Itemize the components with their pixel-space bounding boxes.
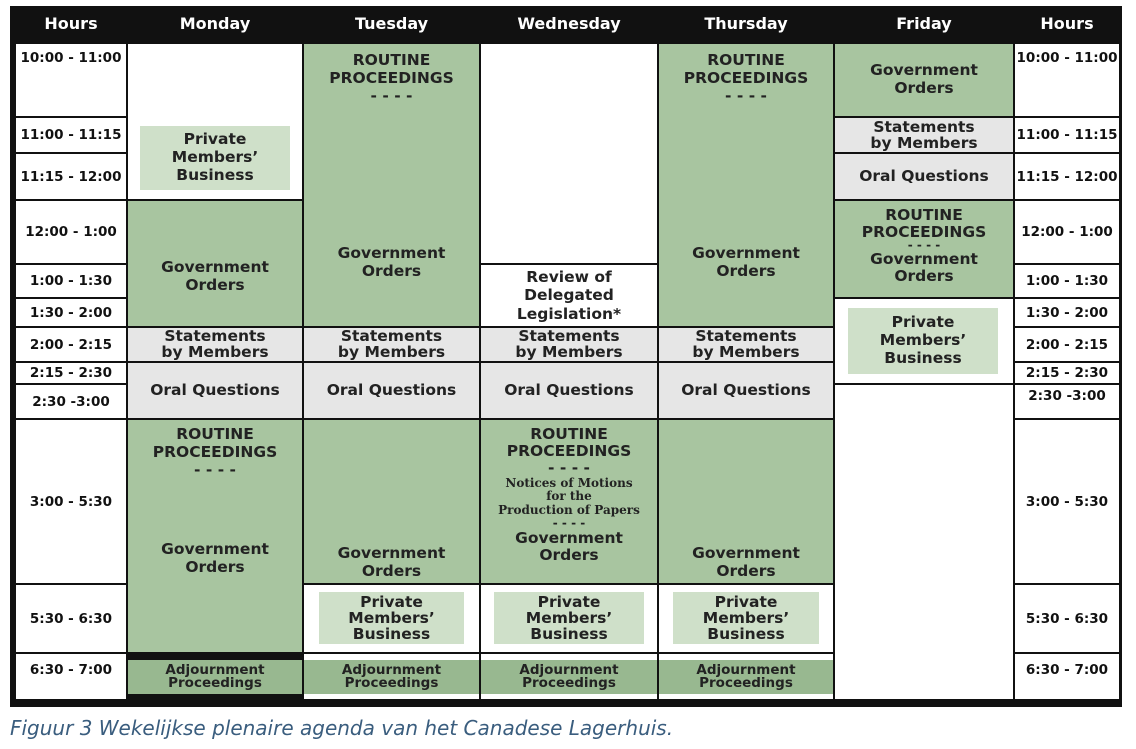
label-business: Business <box>707 625 785 644</box>
label-orders: Orders <box>894 266 954 285</box>
label-business: Business <box>352 625 431 644</box>
label-orders: Orders <box>185 275 245 294</box>
label-adjournment: Adjournment <box>341 661 442 678</box>
label-members: Members’ <box>171 148 259 167</box>
hour-cell: 2:30 -3:00 <box>1015 385 1119 418</box>
label-delegated: Delegated <box>524 286 614 305</box>
label-members: Members’ <box>348 608 435 627</box>
label-government: Government <box>870 249 978 268</box>
tuesday-adjournment-proceedings <box>304 660 479 694</box>
label-review-of: Review of <box>526 267 612 286</box>
monday-routine-government-orders <box>128 420 302 652</box>
hour-cell: 1:00 - 1:30 <box>16 265 126 297</box>
hour-cell: 5:30 - 6:30 <box>16 585 126 652</box>
label-government: Government <box>870 61 978 80</box>
friday-oral-questions <box>835 154 1013 199</box>
tuesday-private-members-business <box>319 592 464 644</box>
label-dashes: - - - - <box>370 86 413 105</box>
label-statements: Statements <box>518 327 620 345</box>
header-hours-left: Hours <box>16 10 126 36</box>
label-statements: Statements <box>164 327 266 345</box>
label-production-of-papers: Production of Papers <box>498 502 640 517</box>
header-hours-right: Hours <box>1015 10 1119 36</box>
wednesday-private-members-business <box>494 592 644 644</box>
label-oral-questions: Oral Questions <box>681 380 811 399</box>
label-routine: ROUTINE <box>176 425 254 443</box>
figure-caption: Figuur 3 Wekelijkse plenaire agenda van het Canadese Lagerhuis. <box>10 716 674 740</box>
label-proceedings: PROCEEDINGS <box>683 68 809 87</box>
label-dashes: - - - - <box>552 515 586 530</box>
hour-cell: 11:00 - 11:15 <box>1015 118 1119 152</box>
hour-cell: 3:00 - 5:30 <box>16 420 126 583</box>
label-private: Private <box>537 592 601 611</box>
friday-government-orders-morning <box>835 44 1013 116</box>
label-business: Business <box>176 165 254 184</box>
hour-cell: 2:00 - 2:15 <box>1015 328 1119 361</box>
hour-cell: 2:15 - 2:30 <box>16 363 126 383</box>
hour-cell: 6:30 - 7:00 <box>1015 654 1119 699</box>
label-oral-questions: Oral Questions <box>504 380 634 399</box>
label-dashes: - - - - <box>907 238 941 253</box>
label-statements: Statements <box>873 117 975 136</box>
friday-routine-government-orders <box>835 201 1013 297</box>
monday-government-orders <box>128 201 302 326</box>
wednesday-morning-cell <box>481 44 657 263</box>
wednesday-oral-questions <box>481 363 657 418</box>
monday-statements-by-members <box>128 328 302 361</box>
wednesday-statements-by-members <box>481 328 657 361</box>
hour-cell: 11:15 - 12:00 <box>16 154 126 199</box>
label-business: Business <box>530 625 608 644</box>
label-proceedings: PROCEEDINGS <box>329 68 454 87</box>
label-adjournment: Adjournment <box>165 661 265 678</box>
label-oral-questions: Oral Questions <box>150 380 280 399</box>
label-members: Members’ <box>525 608 613 627</box>
label-private: Private <box>183 130 247 149</box>
tuesday-routine-government-orders <box>304 44 479 326</box>
wednesday-routine-notices-government-orders <box>481 420 657 583</box>
thursday-adjournment-proceedings <box>659 660 833 694</box>
hour-cell: 11:00 - 11:15 <box>16 118 126 152</box>
header-wednesday: Wednesday <box>481 10 657 36</box>
hour-cell: 1:00 - 1:30 <box>1015 265 1119 297</box>
label-business: Business <box>884 348 962 367</box>
label-adjournment: Adjournment <box>696 661 796 678</box>
hour-cell: 3:00 - 5:30 <box>1015 420 1119 583</box>
wednesday-review-delegated-legislation <box>481 265 657 326</box>
label-statements: Statements <box>695 327 797 345</box>
hour-cell: 1:30 - 2:00 <box>16 299 126 326</box>
label-proceedings: PROCEEDINGS <box>506 442 632 461</box>
tuesday-oral-questions <box>304 363 479 418</box>
label-for-the: for the <box>546 489 592 504</box>
label-oral-questions: Oral Questions <box>859 166 989 185</box>
monday-adjournment-proceedings <box>128 660 302 694</box>
hour-cell: 2:15 - 2:30 <box>1015 363 1119 383</box>
label-routine: ROUTINE <box>530 425 608 443</box>
label-proceedings: Proceedings <box>168 675 262 691</box>
tuesday-government-orders <box>304 420 479 583</box>
hour-cell: 12:00 - 1:00 <box>16 201 126 263</box>
header-friday: Friday <box>835 10 1013 36</box>
label-proceedings: PROCEEDINGS <box>861 223 987 242</box>
friday-no-sitting-cell <box>835 385 1013 699</box>
label-government: Government <box>692 244 800 263</box>
header-tuesday: Tuesday <box>304 10 479 36</box>
hour-cell: 10:00 - 11:00 <box>1015 44 1119 116</box>
label-government: Government <box>692 544 800 563</box>
label-legislation: Legislation* <box>516 304 622 323</box>
friday-private-members-business <box>848 308 998 374</box>
label-orders: Orders <box>361 262 422 281</box>
label-orders: Orders <box>185 558 245 577</box>
label-orders: Orders <box>716 262 776 281</box>
label-private: Private <box>360 592 423 611</box>
label-statements: Statements <box>340 327 443 345</box>
hour-cell: 1:30 - 2:00 <box>1015 299 1119 326</box>
hour-cell: 2:00 - 2:15 <box>16 328 126 361</box>
label-by-members: by Members <box>515 342 623 361</box>
monday-private-members-business <box>140 126 290 190</box>
label-private: Private <box>891 313 955 332</box>
label-private: Private <box>714 592 778 611</box>
label-orders: Orders <box>716 562 776 581</box>
label-by-members: by Members <box>161 342 269 361</box>
label-proceedings: Proceedings <box>522 675 616 691</box>
label-routine: ROUTINE <box>885 206 963 224</box>
hour-cell: 2:30 -3:00 <box>16 385 126 418</box>
wednesday-adjournment-proceedings <box>481 660 657 694</box>
label-orders: Orders <box>539 545 599 564</box>
hour-cell: 5:30 - 6:30 <box>1015 585 1119 652</box>
hour-cell: 10:00 - 11:00 <box>16 44 126 116</box>
label-routine: ROUTINE <box>352 51 431 69</box>
thursday-oral-questions <box>659 363 833 418</box>
label-proceedings: Proceedings <box>699 675 793 691</box>
thursday-government-orders <box>659 420 833 583</box>
hour-cell: 12:00 - 1:00 <box>1015 201 1119 263</box>
label-proceedings: PROCEEDINGS <box>152 442 278 461</box>
label-dashes: - - - - <box>725 86 767 105</box>
header-monday: Monday <box>128 10 302 36</box>
label-by-members: by Members <box>870 134 978 152</box>
label-government: Government <box>161 257 269 276</box>
label-dashes: - - - - <box>548 459 590 478</box>
label-by-members: by Members <box>337 342 446 361</box>
hour-cell: 11:15 - 12:00 <box>1015 154 1119 199</box>
label-oral-questions: Oral Questions <box>326 380 457 399</box>
header-thursday: Thursday <box>659 10 833 36</box>
label-proceedings: Proceedings <box>344 675 439 691</box>
thursday-private-members-business <box>673 592 819 644</box>
label-adjournment: Adjournment <box>519 661 619 678</box>
thursday-routine-government-orders <box>659 44 833 326</box>
label-government: Government <box>337 544 446 563</box>
tuesday-statements-by-members <box>304 328 479 361</box>
label-dashes: - - - - <box>194 460 236 479</box>
hour-cell: 6:30 - 7:00 <box>16 654 126 699</box>
label-government: Government <box>337 244 446 263</box>
label-orders: Orders <box>361 562 422 581</box>
friday-statements-by-members <box>835 118 1013 152</box>
label-notices-of-motions: Notices of Motions <box>505 476 633 491</box>
label-routine: ROUTINE <box>707 51 785 69</box>
monday-oral-questions <box>128 363 302 418</box>
label-by-members: by Members <box>692 342 800 361</box>
thursday-statements-by-members <box>659 328 833 361</box>
label-members: Members’ <box>879 331 967 350</box>
label-members: Members’ <box>702 608 790 627</box>
label-orders: Orders <box>894 79 954 97</box>
label-government: Government <box>161 540 269 559</box>
label-government: Government <box>515 528 623 547</box>
